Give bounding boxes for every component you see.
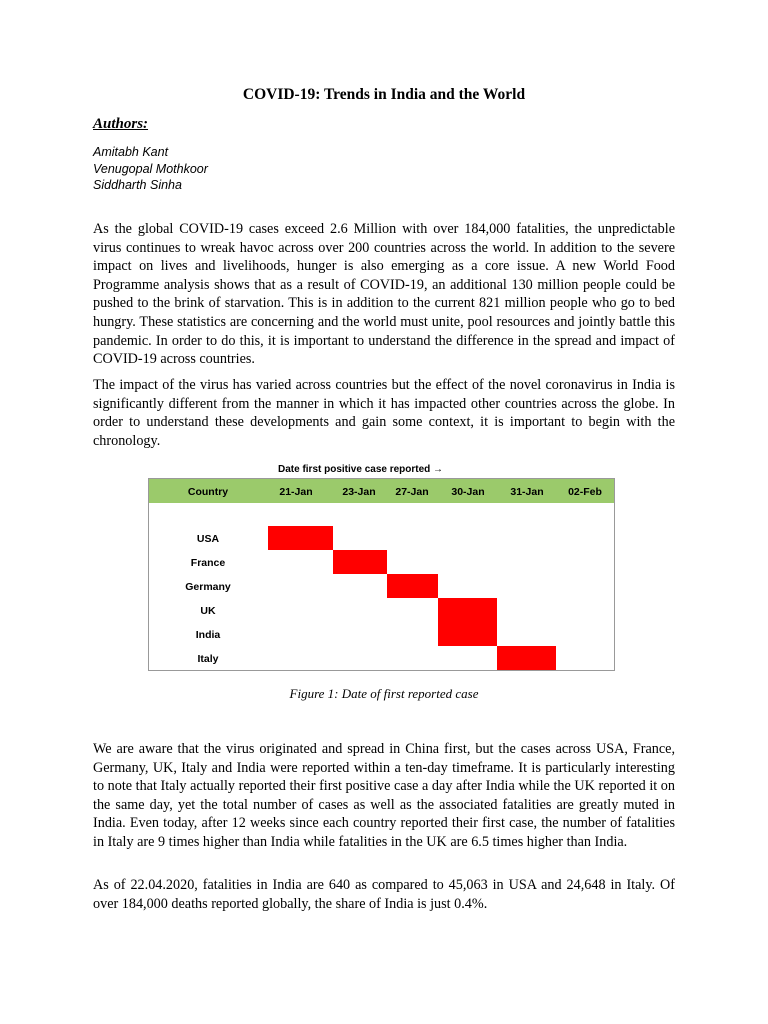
document-title: COVID-19: Trends in India and the World: [242, 86, 526, 103]
first-case-chart-svg: [148, 458, 616, 672]
paragraph-spread: We are aware that the virus originated and spread in China first, but the cases across USA, France, Germany, UK, Italy and India were reported within a ten-day timeframe. It is particularly interesting to note that Italy actually reported their first positive case a day after India while the UK reported it on the same day, yet the total number of cases as well as the associated fatalities are greatly muted in India. Even today, after 12 weeks since each country reported their first case, the number of fatalities in Italy are 9 times higher than India while fatalities in the UK are 6.5 times higher than India.: [93, 741, 675, 850]
chart-row-label: Germany: [185, 581, 231, 593]
chart-column-label: 23-Jan: [342, 486, 376, 498]
paragraph-chronology: The impact of the virus has varied across countries but the effect of the novel coronavirus in India is significantly different from the manner in which it has impacted other countries across the globe. In order to understand these developments and gain some context, it is important to begin with the chronology.: [93, 377, 675, 449]
chart-column-label: 31-Jan: [510, 486, 544, 498]
chart-row-label: India: [195, 629, 221, 641]
chart-bar: [387, 574, 438, 598]
chart-column-label: 21-Jan: [279, 486, 313, 498]
chart-bar: [497, 646, 556, 670]
authors-heading: Authors:: [93, 116, 149, 132]
paragraph-intro: As the global COVID-19 cases exceed 2.6 Million with over 184,000 fatalities, the unpredictable virus continues to wreak havoc across over 200 countries across the world. In addition to the severe impact on lives and livelihoods, hunger is also emerging as a core issue. A new World Food Programme analysis shows that as a result of COVID-19, an additional 130 million people could be pushed to the brink of starvation. This is in addition to the current 821 million people who go to bed hungry. These statistics are concerning and the world must unite, pool resources and jointly battle this pandemic. In order to do this, it is important to understand the difference in the spread and impact of COVID-19 across countries.: [93, 221, 675, 368]
chart-row-label: Italy: [197, 653, 219, 665]
chart-column-label: 02-Feb: [568, 486, 602, 498]
author-list: [93, 144, 208, 194]
figure-caption: Figure 1: Date of first reported case: [289, 686, 479, 701]
chart-frame: [149, 479, 615, 671]
first-case-chart: [148, 458, 616, 672]
author-name: Amitabh Kant: [93, 145, 169, 159]
chart-bar: [438, 598, 497, 622]
chart-bar: [333, 550, 387, 574]
paragraph-fatalities: As of 22.04.2020, fatalities in India are 640 as compared to 45,063 in USA and 24,648 in Italy. Of over 184,000 deaths reported globally, the share of India is just 0.4%.: [93, 877, 675, 912]
chart-title: Date first positive case reported →: [278, 464, 444, 475]
chart-column-label: 27-Jan: [395, 486, 429, 498]
chart-row-label: UK: [200, 605, 216, 617]
author-name: Venugopal Mothkoor: [93, 161, 208, 176]
chart-row-label: France: [190, 557, 226, 569]
chart-column-label: 30-Jan: [451, 486, 485, 498]
chart-bar: [438, 622, 497, 646]
chart-header-country: Country: [187, 486, 229, 498]
author-name: Siddharth Sinha: [93, 178, 182, 192]
chart-row-label: USA: [196, 533, 220, 545]
chart-bar: [268, 526, 333, 550]
